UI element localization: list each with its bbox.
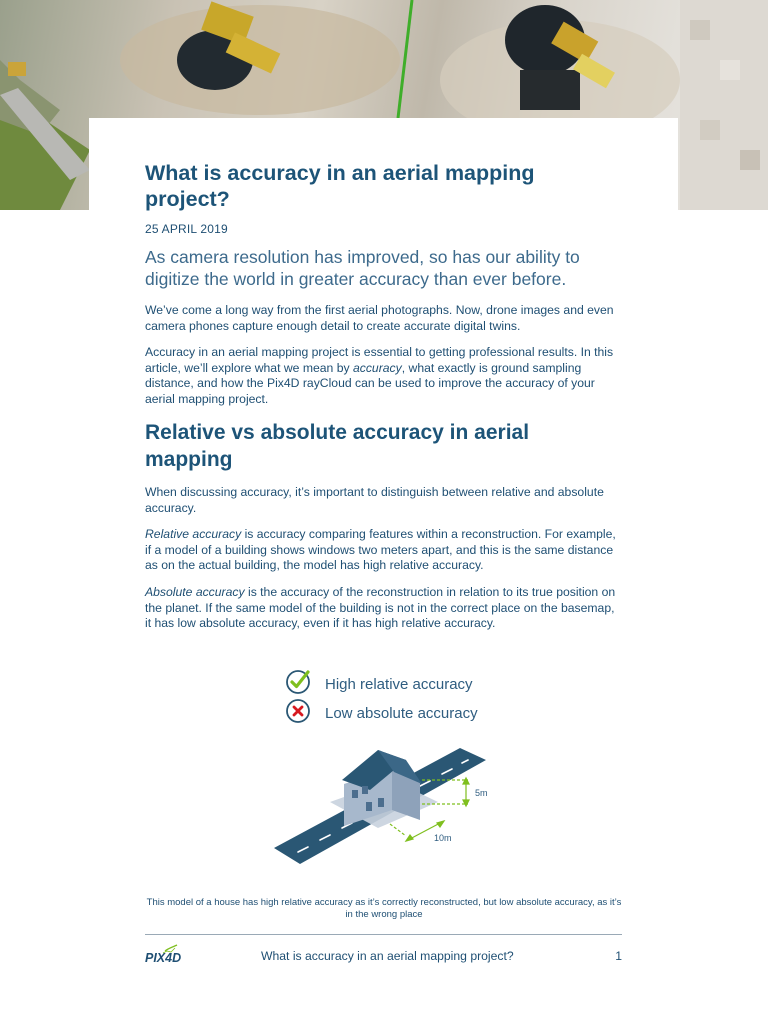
paragraph-intro: We’ve come a long way from the first aerial photographs. Now, drone images and even camera phones capture enough detail to create accurate digital twins.: [145, 303, 614, 333]
page-number: 1: [615, 949, 622, 963]
relative-accuracy-text: is accuracy comparing features within a reconstruction. For example, if a model of a building shows windows two meters apart, and this is the same distance as on the actual building, the model has high relative accuracy.: [145, 527, 616, 573]
paragraph-distinguish: When discussing accuracy, it’s important to distinguish between relative and absolute accuracy.: [145, 485, 604, 515]
paragraph-accuracy: [145, 345, 621, 408]
article-title: What is accuracy in an aerial mapping project?: [145, 161, 535, 211]
dimension-height-label: 5m: [475, 788, 488, 798]
section-heading: Relative vs absolute accuracy in aerial mapping: [145, 421, 530, 471]
legend-label: High relative accuracy: [325, 675, 473, 693]
absolute-accuracy-text: is the accuracy of the reconstruction in relation to its true position on the planet. If the same model of the building is not in the correct place on the basemap, it has low absolute accuracy, even if it has high relative accuracy.: [145, 585, 616, 631]
cross-icon: [285, 698, 311, 729]
paragraph-accuracy-text-2: , what exactly is ground sampling distance, and how the Pix4D rayCloud can be used to improve the accuracy of your aerial mapping project.: [145, 360, 595, 407]
paragraph-accuracy-emphasis: accuracy: [352, 360, 402, 375]
house-illustration: [270, 740, 500, 870]
legend-item-high-relative: [285, 672, 473, 696]
article-lead: As camera resolution has improved, so has our ability to digitize the world in greater accuracy than ever before.: [145, 247, 580, 289]
footer-divider: [145, 934, 622, 935]
check-icon: [285, 669, 311, 700]
paragraph-relative: [145, 527, 621, 574]
paragraph-absolute: [145, 585, 621, 632]
dimension-width-label: 10m: [434, 833, 452, 843]
svg-text:PIX4D: PIX4D: [145, 951, 181, 964]
legend-item-low-absolute: [285, 701, 478, 725]
relative-accuracy-term: Relative accuracy: [145, 527, 242, 541]
footer-title: What is accuracy in an aerial mapping project?: [261, 949, 514, 963]
pix4d-logo: [145, 942, 181, 964]
paragraph-accuracy-text-1: Accuracy in an aerial mapping project is essential to getting professional results. In this article, we’ll explore what we mean by: [145, 345, 614, 375]
figure-caption: This model of a house has high relative accuracy as it’s correctly reconstructed, but low absolute accuracy, as it’s in the wrong place: [146, 897, 622, 920]
absolute-accuracy-term: Absolute accuracy: [145, 585, 245, 599]
legend-label: Low absolute accuracy: [325, 704, 478, 722]
article-date: 25 APRIL 2019: [145, 222, 228, 236]
